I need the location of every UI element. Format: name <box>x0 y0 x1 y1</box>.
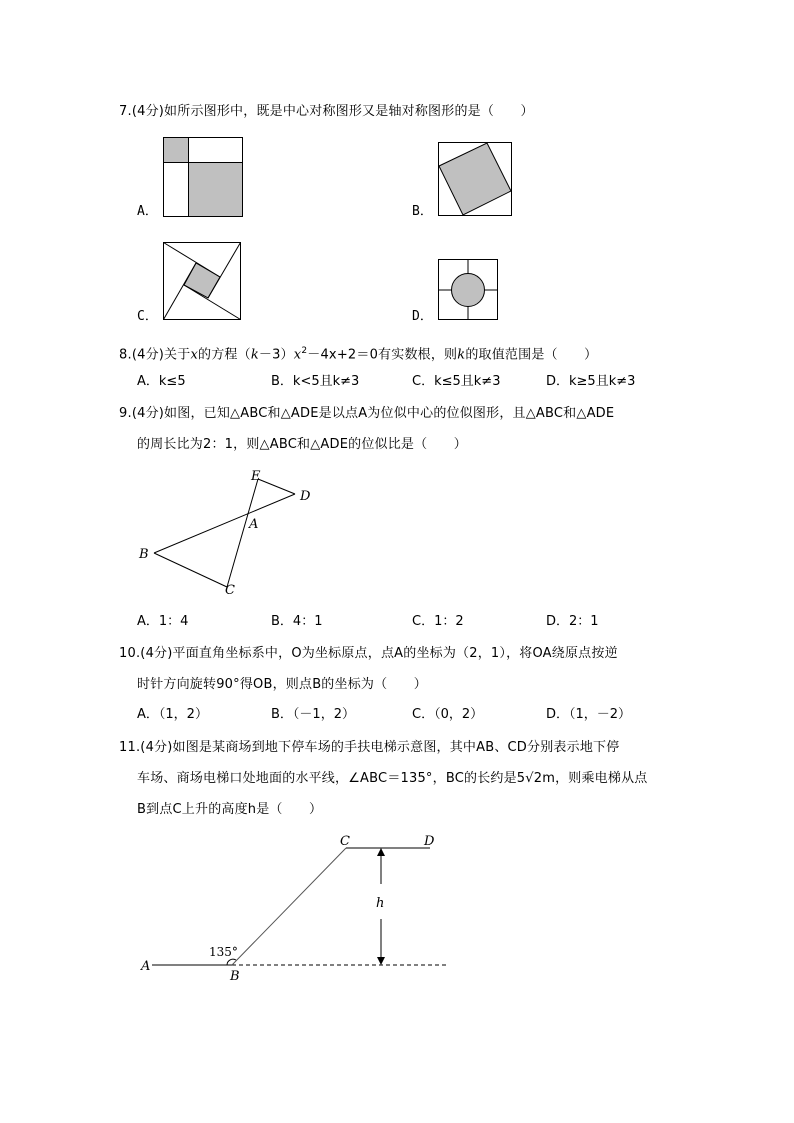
q7-figure-c[interactable] <box>163 242 241 320</box>
q7-option-a-label[interactable]: A． <box>137 204 158 219</box>
q8-option-c[interactable]: C．k≤5且k≠3 <box>412 374 501 389</box>
q7-figure-d[interactable] <box>438 259 498 320</box>
question-8-stem: 8.(4分)关于x的方程$(k-3)x^2-4x+2=0$有实数根，则k的取值范围是（ ） <box>119 346 598 363</box>
question-10-stem-line1: 10.(4分)平面直角坐标系中，O为坐标原点，点A的坐标为（2，1），将OA绕原点按逆 <box>119 646 618 661</box>
q11-escalator-figure <box>130 825 460 985</box>
q9-option-b[interactable]: B．4：1 <box>271 614 323 629</box>
q11-label-b: B <box>230 969 240 984</box>
q11-label-a: A <box>141 959 151 974</box>
question-11-stem-line3: B到点C上升的高度h是（ ） <box>137 802 323 817</box>
question-9-stem-line2: 的周长比为2：1，则△ABC和△ADE的位似比是（ ） <box>137 437 467 452</box>
q10-option-b[interactable]: B．（－1，2） <box>271 707 355 722</box>
q11-label-d: D <box>424 834 435 849</box>
q9-label-e: E <box>251 469 261 484</box>
q11-label-h: h <box>376 896 385 911</box>
q9-option-a[interactable]: A．1：4 <box>137 614 189 629</box>
q9-label-b: B <box>139 547 149 562</box>
question-9-stem-line1: 9.(4分)如图，已知△ABC和△ADE是以点A为位似中心的位似图形，且△ABC和△ADE <box>119 406 615 421</box>
question-11-stem-line1: 11.(4分)如图是某商场到地下停车场的手扶电梯示意图，其中AB、CD分别表示地下停 <box>119 740 620 755</box>
question-7-stem: 7.(4分)如所示图形中，既是中心对称图形又是轴对称图形的是（ ） <box>119 104 534 119</box>
q9-label-d: D <box>300 489 311 504</box>
q7-figure-a[interactable] <box>163 137 243 217</box>
q7-figure-b[interactable] <box>438 142 512 216</box>
q9-triangle-figure <box>135 468 325 600</box>
q7-option-c-label[interactable]: C． <box>137 309 158 324</box>
question-11-stem-line2: 车场、商场电梯口处地面的水平线，∠ABC＝135°，BC的长约是5√2m，则乘电梯从点 <box>137 771 648 786</box>
q9-label-c: C <box>225 583 235 598</box>
q8-option-a[interactable]: A．k≤5 <box>137 374 186 389</box>
q8-option-d[interactable]: D．k≥5且k≠3 <box>546 374 636 389</box>
q9-label-a: A <box>249 517 259 532</box>
q7-option-b-label[interactable]: B． <box>412 204 433 219</box>
q7-option-d-label[interactable]: D． <box>412 309 433 324</box>
q9-option-d[interactable]: D．2：1 <box>546 614 599 629</box>
q11-angle-label: 135° <box>209 945 238 959</box>
q8-option-b[interactable]: B．k<5且k≠3 <box>271 374 360 389</box>
question-10-stem-line2: 时针方向旋转90°得OB，则点B的坐标为（ ） <box>137 677 427 692</box>
q10-option-c[interactable]: C．（0，2） <box>412 707 484 722</box>
q10-option-d[interactable]: D．（1，－2） <box>546 707 632 722</box>
q10-option-a[interactable]: A．（1，2） <box>137 707 208 722</box>
q11-label-c: C <box>340 834 350 849</box>
q9-option-c[interactable]: C．1：2 <box>412 614 464 629</box>
